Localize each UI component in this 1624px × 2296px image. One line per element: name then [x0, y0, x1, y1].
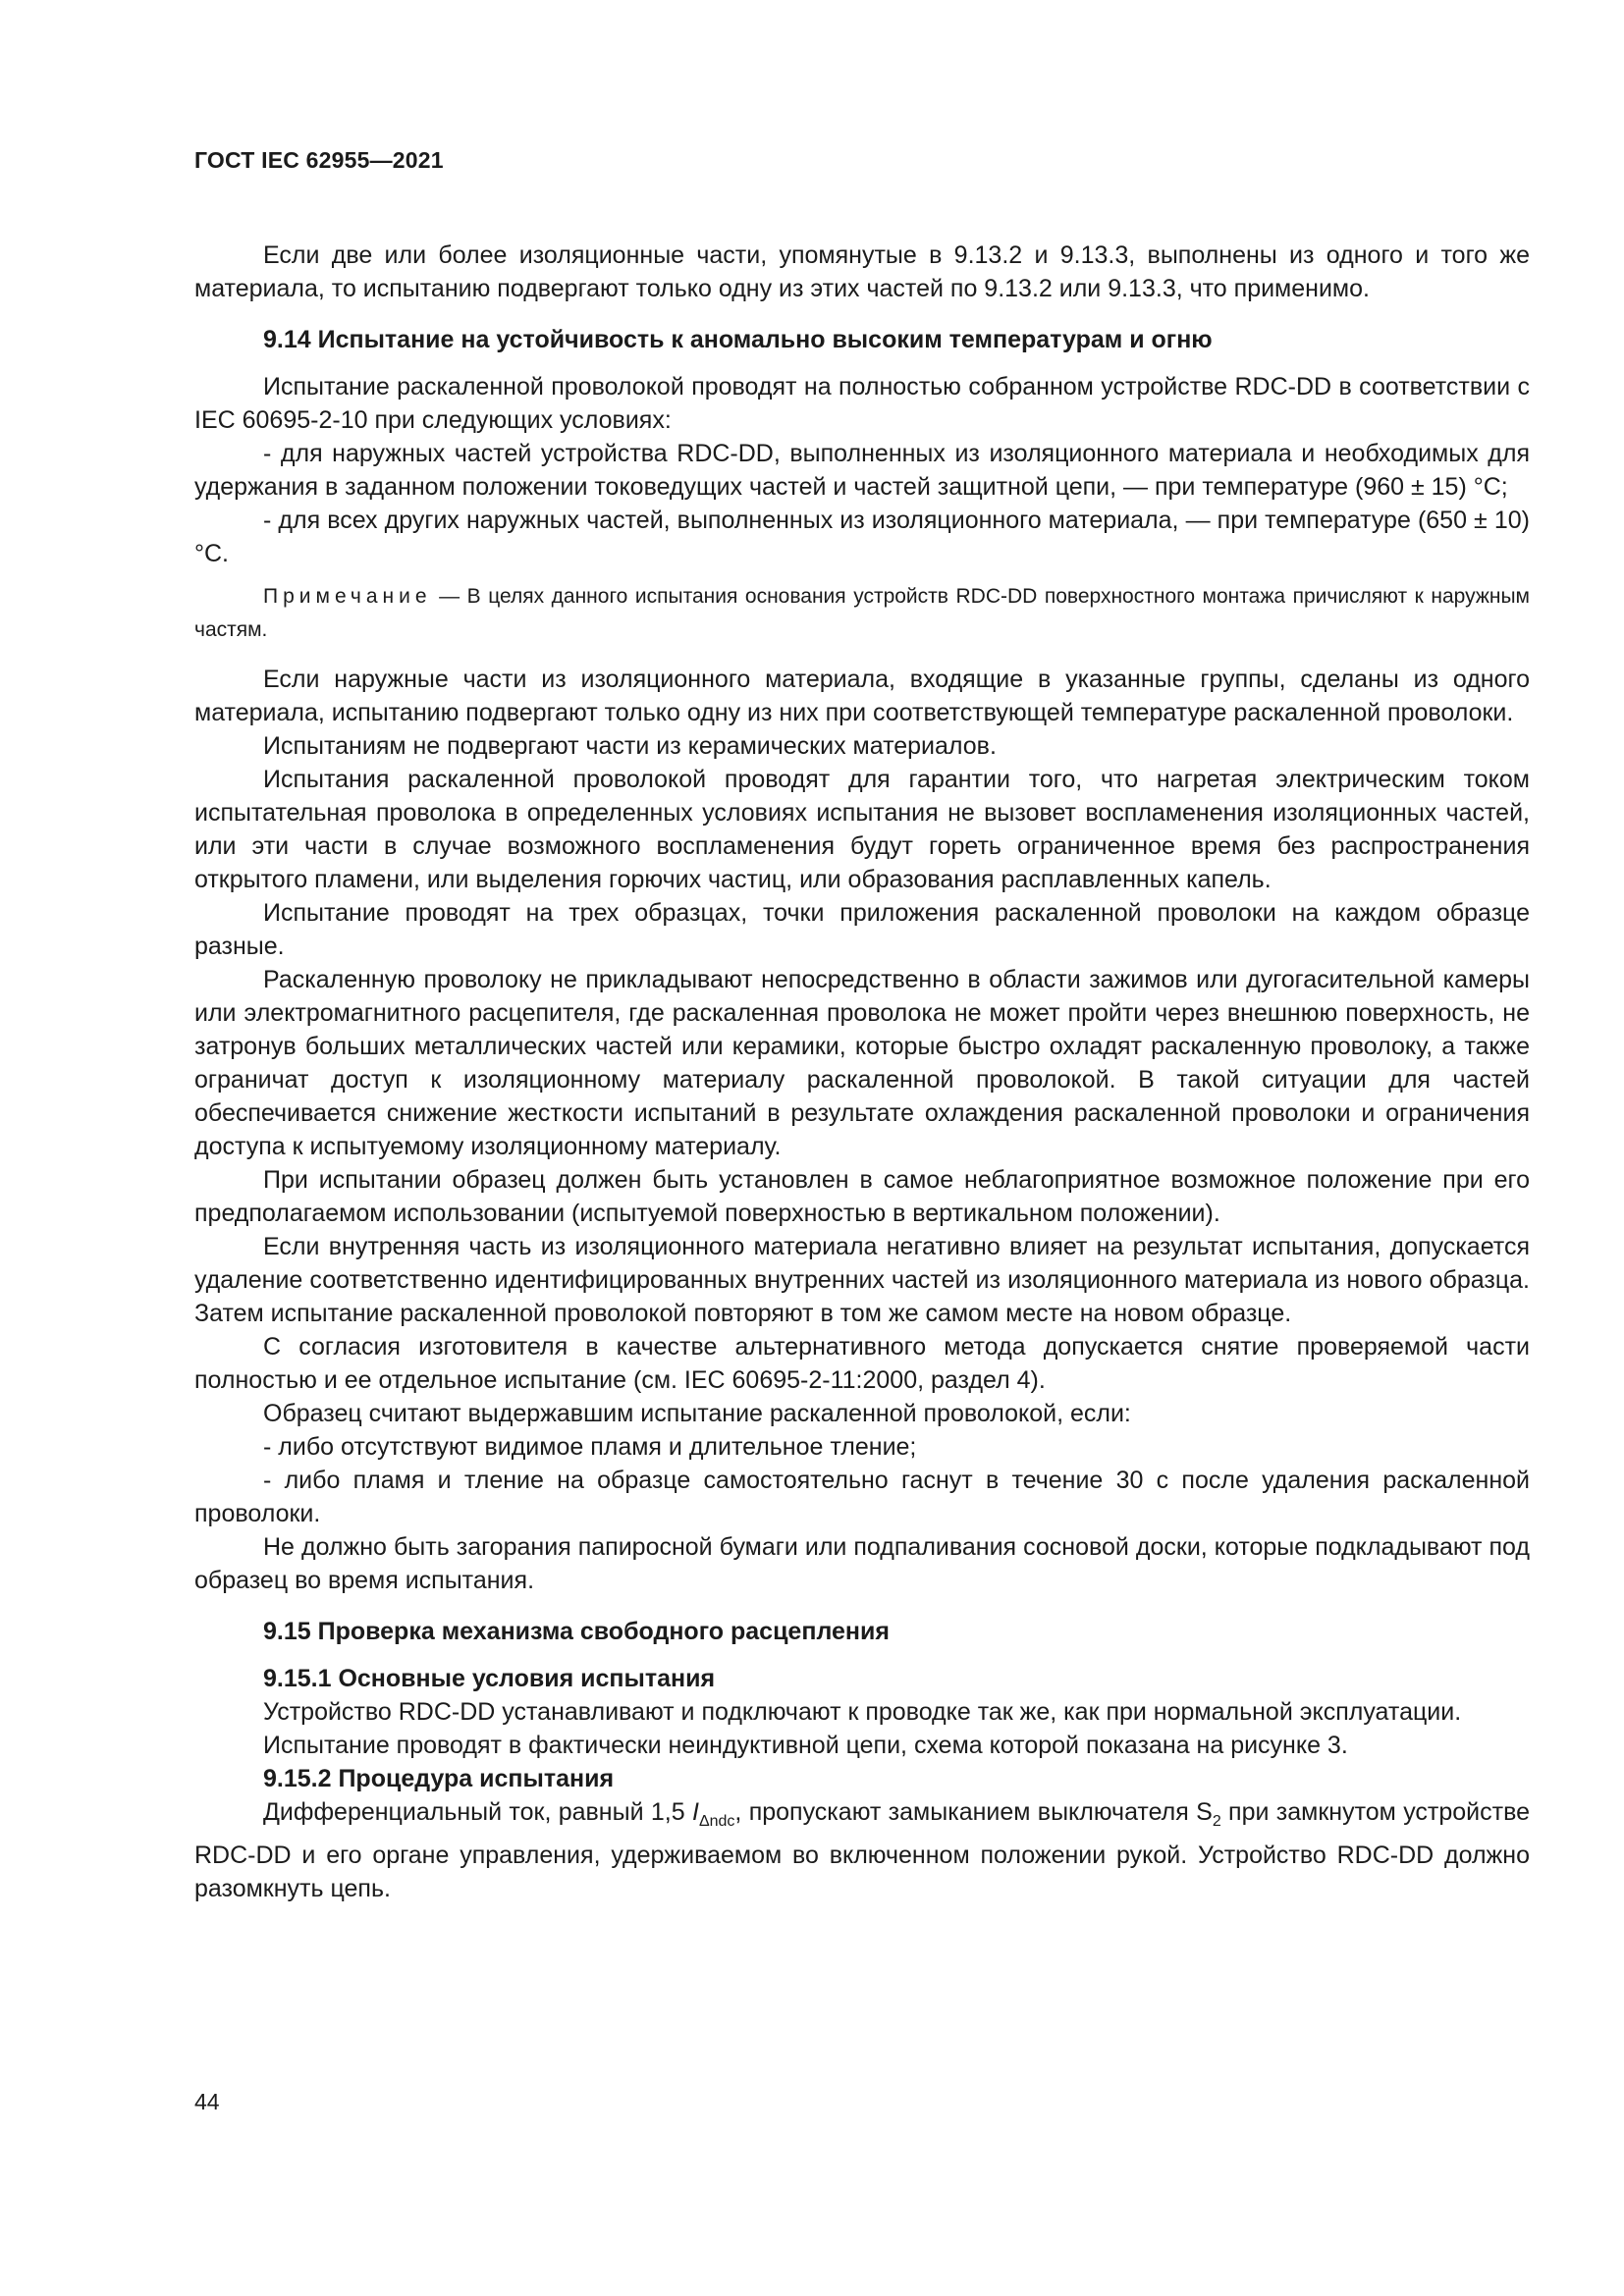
- paragraph: Испытание проводят на трех образцах, точки приложения раскаленной проволоки на каждом образце разные.: [194, 899, 1530, 960]
- paragraph: Испытания раскаленной проволокой проводят для гарантии того, что нагретая электрическим током испытательная проволока в определенных условиях испытания не вызовет воспламенения изоляционных частей, или эти части в случае возможного воспламенения будут гореть ограниченное время без распространения открытого пламени, или выделения горючих частиц, или образования расплавленных капель.: [194, 766, 1530, 893]
- text-run: Дифференциальный ток, равный 1,5: [263, 1798, 692, 1826]
- paragraph: При испытании образец должен быть установлен в самое неблагоприятное возможное положение при его предполагаемом использовании (испытуемой поверхностью в вертикальном положении).: [194, 1166, 1530, 1227]
- paragraph: Испытание раскаленной проволокой проводят на полностью собранном устройстве RDC-DD в соответствии с IEC 60695-2-10 при следующих условиях:: [194, 373, 1530, 434]
- section-9-15-1-heading: 9.15.1 Основные условия испытания: [263, 1665, 716, 1692]
- paragraph: Испытание проводят в фактически неиндуктивной цепи, схема которой показана на рисунке 3.: [263, 1732, 1348, 1759]
- paragraph: Не должно быть загорания папиросной бумаги или подпаливания сосновой доски, которые подкладывают под образец во время испытания.: [194, 1533, 1530, 1594]
- document-header: ГОСТ IEC 62955—2021: [194, 147, 444, 173]
- section-9-15-heading: 9.15 Проверка механизма свободного расцепления: [263, 1618, 890, 1645]
- paragraph: Если внутренняя часть из изоляционного материала негативно влияет на результат испытания, допускается удаление соответственно идентифицированных внутренних частей из изоляционного материала из нового образца. Затем испытание раскаленной проволокой повторяют в том же самом месте на новом образце.: [194, 1233, 1530, 1327]
- paragraph: Если наружные части из изоляционного материала, входящие в указанные группы, сделаны из одного материала, испытанию подвергают только одну из них при соответствующей температуре раскаленной проволоки.: [194, 666, 1530, 726]
- current-symbol: I: [691, 1798, 699, 1826]
- text-run: , пропускают замыканием выключателя S: [734, 1798, 1213, 1826]
- list-item: - для всех других наружных частей, выполненных из изоляционного материала, — при температуре (650 ± 10) °С.: [194, 507, 1530, 567]
- paragraph: Раскаленную проволоку не прикладывают непосредственно в области зажимов или дугогасительной камеры или электромагнитного расцепителя, где раскаленная проволока не может пройти через внешнюю поверхность, не затронув больших металлических частей или керамики, которые быстро охладят раскаленную проволоку, а также ограничат доступ к изоляционному материалу раскаленной проволокой. В такой ситуации для частей обеспечивается снижение жесткости испытаний в результате охлаждения раскаленной проволоки и ограничения доступа к испытуемому изоляционному материалу.: [194, 966, 1530, 1160]
- switch-subscript: 2: [1212, 1813, 1221, 1830]
- note: [194, 580, 1530, 647]
- paragraph-with-formula: [194, 1795, 1530, 1905]
- paragraph: Испытаниям не подвергают части из керамических материалов.: [263, 732, 997, 760]
- note-text: — В целях данного испытания основания устройств RDC-DD поверхностного монтажа причисляют к наружным частям.: [194, 585, 1530, 641]
- list-item: - либо пламя и тление на образце самостоятельно гаснут в течение 30 с после удаления раскаленной проволоки.: [194, 1467, 1530, 1527]
- section-9-15-2-heading: 9.15.2 Процедура испытания: [263, 1765, 615, 1792]
- intro-paragraph: Если две или более изоляционные части, упомянутые в 9.13.2 и 9.13.3, выполнены из одного и того же материала, то испытанию подвергают только одну из этих частей по 9.13.2 или 9.13.3, что применимо.: [194, 241, 1530, 302]
- paragraph: С согласия изготовителя в качестве альтернативного метода допускается снятие проверяемой части полностью и ее отдельное испытание (см. IEC 60695-2-11:2000, раздел 4).: [194, 1333, 1530, 1394]
- text-run: при замкнутом устройстве RDC-DD и его органе управления, удерживаемом во включенном положении рукой. Устройство RDC-DD должно разомкнуть цепь.: [194, 1798, 1530, 1902]
- page-number: 44: [194, 2089, 220, 2114]
- list-item: - для наружных частей устройства RDC-DD, выполненных из изоляционного материала и необходимых для удержания в заданном положении токоведущих частей и частей защитной цепи, — при температуре (960 ± 15) °С;: [194, 440, 1530, 501]
- paragraph: Устройство RDC-DD устанавливают и подключают к проводке так же, как при нормальной эксплуатации.: [263, 1698, 1462, 1726]
- paragraph: Образец считают выдержавшим испытание раскаленной проволокой, если:: [263, 1400, 1131, 1427]
- document-page: [194, 147, 1530, 1905]
- section-9-14-heading: 9.14 Испытание на устойчивость к аномально высоким температурам и огню: [263, 326, 1213, 353]
- note-label: Примечание: [263, 585, 432, 608]
- current-subscript: Δndc: [698, 1813, 735, 1830]
- list-item: - либо отсутствуют видимое пламя и длительное тление;: [263, 1433, 917, 1461]
